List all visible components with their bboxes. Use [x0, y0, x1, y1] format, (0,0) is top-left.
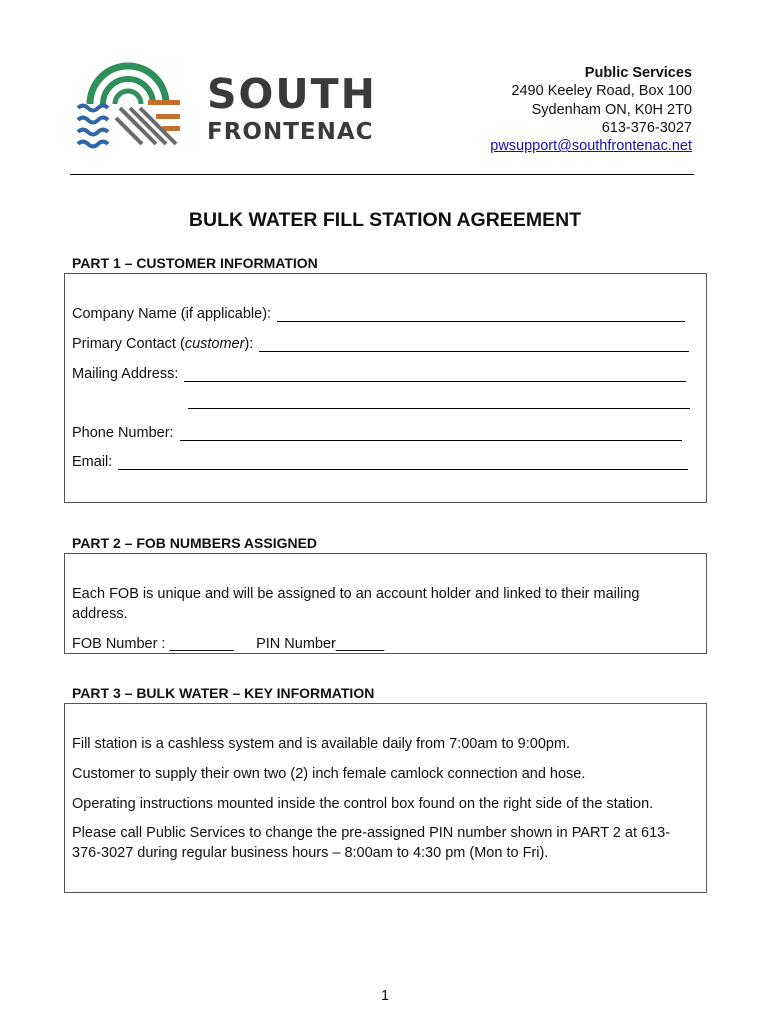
- phone-number-label: Phone Number:: [72, 425, 174, 441]
- primary-contact-field[interactable]: [72, 336, 689, 352]
- primary-contact-label: Primary Contact (customer):: [72, 336, 254, 352]
- part3-heading: PART 3 – BULK WATER – KEY INFORMATION: [72, 685, 375, 701]
- logo-emblem-icon: [76, 60, 206, 150]
- phone-number-field[interactable]: [72, 425, 682, 441]
- info-item-camlock: Customer to supply their own two (2) inch female camlock connection and hose.: [72, 766, 586, 782]
- page-title: BULK WATER FILL STATION AGREEMENT: [188, 209, 582, 231]
- logo-wordmark-south: SOUTH: [207, 70, 377, 118]
- part1-heading: PART 1 – CUSTOMER INFORMATION: [72, 255, 318, 271]
- part2-heading: PART 2 – FOB NUMBERS ASSIGNED: [72, 535, 318, 551]
- info-item-instructions: Operating instructions mounted inside the control box found on the right side of the station.: [72, 796, 654, 812]
- department-name: Public Services: [584, 65, 692, 81]
- company-name-label: Company Name (if applicable):: [72, 306, 272, 322]
- company-name-field[interactable]: [72, 306, 685, 322]
- south-frontenac-logo: [76, 60, 376, 150]
- mailing-address-field-2[interactable]: [188, 395, 690, 409]
- fob-intro-text: Each FOB is unique and will be assigned to an account holder and linked to their mailing address.: [72, 586, 640, 622]
- city-postal: Sydenham ON, K0H 2T0: [531, 101, 692, 118]
- email-line[interactable]: [118, 456, 688, 470]
- phone-number: 613-376-3027: [601, 119, 692, 136]
- email-field[interactable]: [72, 454, 688, 470]
- primary-contact-line[interactable]: [259, 338, 689, 352]
- contact-block: [490, 64, 692, 155]
- support-email-link[interactable]: pwsupport@southfrontenac.net: [490, 138, 692, 155]
- page-number: 1: [380, 988, 390, 1004]
- fob-number-label: FOB Number : ________: [72, 636, 235, 652]
- pin-number-label: PIN Number______: [256, 636, 385, 652]
- part3-box: [64, 703, 707, 893]
- phone-number-line[interactable]: [180, 427, 682, 441]
- mailing-address-label: Mailing Address:: [72, 366, 179, 382]
- company-name-line[interactable]: [277, 308, 685, 322]
- mailing-address-line-1[interactable]: [184, 368, 686, 382]
- logo-wordmark-frontenac: FRONTENAC: [207, 119, 374, 145]
- fob-pin-row: [72, 634, 384, 654]
- header-divider: [70, 174, 694, 175]
- part2-box: [64, 553, 707, 654]
- email-label: Email:: [72, 454, 113, 470]
- info-item-pin-change: Please call Public Services to change the pre-assigned PIN number shown in PART 2 at 613-376-3027 during regular business hours – 8:00am to 4:30 pm (Mon to Fri).: [72, 825, 671, 861]
- part1-box: [64, 273, 707, 503]
- mailing-address-line-2[interactable]: [188, 395, 690, 409]
- street-address: 2490 Keeley Road, Box 100: [511, 83, 692, 100]
- mailing-address-field[interactable]: [72, 366, 686, 382]
- info-item-cashless: Fill station is a cashless system and is available daily from 7:00am to 9:00pm.: [72, 736, 571, 752]
